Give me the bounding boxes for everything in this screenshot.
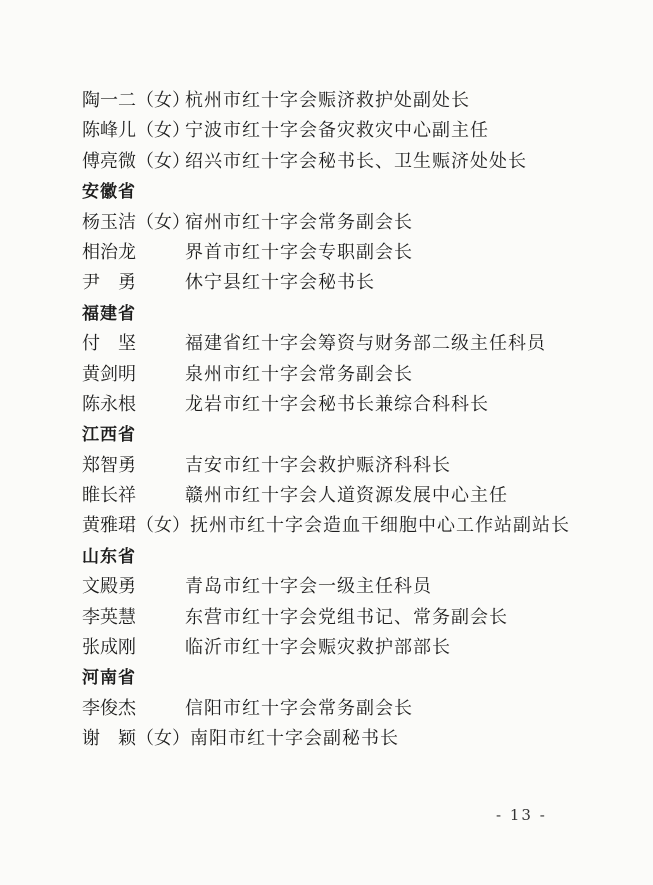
page-number: - 13 - (496, 806, 547, 824)
section-anhui (82, 177, 622, 299)
person-title: 信阳市红十字会常务副会长 (185, 697, 413, 719)
person-name: 谢 颖（女） (82, 728, 190, 750)
list-item (82, 572, 622, 602)
province-heading: 山东省 (82, 546, 136, 567)
person-name: 李俊杰 (82, 697, 136, 719)
person-title: 抚州市红十字会造血干细胞中心工作站副站长 (190, 515, 570, 537)
person-title: 宁波市红十字会备灾救灾中心副主任 (185, 120, 489, 142)
list-item (82, 633, 622, 663)
section-fujian (82, 299, 622, 421)
person-name: 李英慧 (82, 606, 136, 628)
person-title: 青岛市红十字会一级主任科员 (185, 576, 432, 598)
person-title: 宿州市红十字会常务副会长 (185, 211, 413, 233)
list-item (82, 511, 622, 541)
list-item (82, 360, 622, 390)
list-item (82, 86, 622, 116)
person-title: 泉州市红十字会常务副会长 (185, 363, 413, 385)
person-title: 休宁县红十字会秘书长 (185, 272, 375, 294)
person-title: 龙岩市红十字会秘书长兼综合科科长 (185, 393, 489, 415)
person-name: 郑智勇 (82, 454, 136, 476)
section-jiangxi (82, 420, 622, 542)
list-item (82, 451, 622, 481)
list-item (82, 603, 622, 633)
list-item (82, 116, 622, 146)
person-title: 东营市红十字会党组书记、常务副会长 (185, 606, 508, 628)
section-henan (82, 663, 622, 754)
person-title: 吉安市红十字会救护赈济科科长 (185, 454, 451, 476)
list-item (82, 147, 622, 177)
province-heading: 江西省 (82, 425, 136, 446)
person-title: 赣州市红十字会人道资源发展中心主任 (185, 485, 508, 507)
list-item (82, 268, 622, 298)
person-name: 黄剑明 (82, 363, 136, 385)
list-item (82, 694, 622, 724)
person-name: 尹 勇 (82, 272, 136, 294)
list-item (82, 329, 622, 359)
list-item (82, 481, 622, 511)
person-name: 陶一二（女） (82, 90, 190, 111)
section-shandong (82, 542, 622, 664)
list-item (82, 208, 622, 238)
person-name: 黄雅珺（女） (82, 515, 190, 537)
person-name: 陈峰儿（女） (82, 120, 190, 142)
province-heading: 福建省 (82, 303, 136, 324)
list-item (82, 238, 622, 268)
honoree-list (82, 86, 622, 755)
list-item (82, 390, 622, 420)
person-name: 睢长祥 (82, 485, 136, 507)
list-item (82, 724, 622, 754)
person-name: 傅亮微（女） (82, 150, 190, 172)
section-zhejiang-continued (82, 86, 622, 177)
person-name: 相治龙 (82, 241, 136, 263)
province-heading: 安徽省 (82, 182, 136, 203)
person-name: 张成刚 (82, 637, 136, 659)
person-title: 南阳市红十字会副秘书长 (190, 728, 399, 750)
person-title: 临沂市红十字会赈灾救护部部长 (185, 637, 451, 659)
person-title: 福建省红十字会筹资与财务部二级主任科员 (185, 333, 546, 355)
person-title: 界首市红十字会专职副会长 (185, 241, 413, 263)
person-title: 绍兴市红十字会秘书长、卫生赈济处处长 (185, 150, 527, 172)
person-name: 文殿勇 (82, 576, 136, 598)
person-name: 杨玉洁（女） (82, 211, 190, 233)
person-name: 陈永根 (82, 393, 136, 415)
province-heading: 河南省 (82, 668, 136, 689)
person-title: 杭州市红十字会赈济救护处副处长 (185, 90, 470, 111)
person-name: 付 坚 (82, 333, 136, 355)
